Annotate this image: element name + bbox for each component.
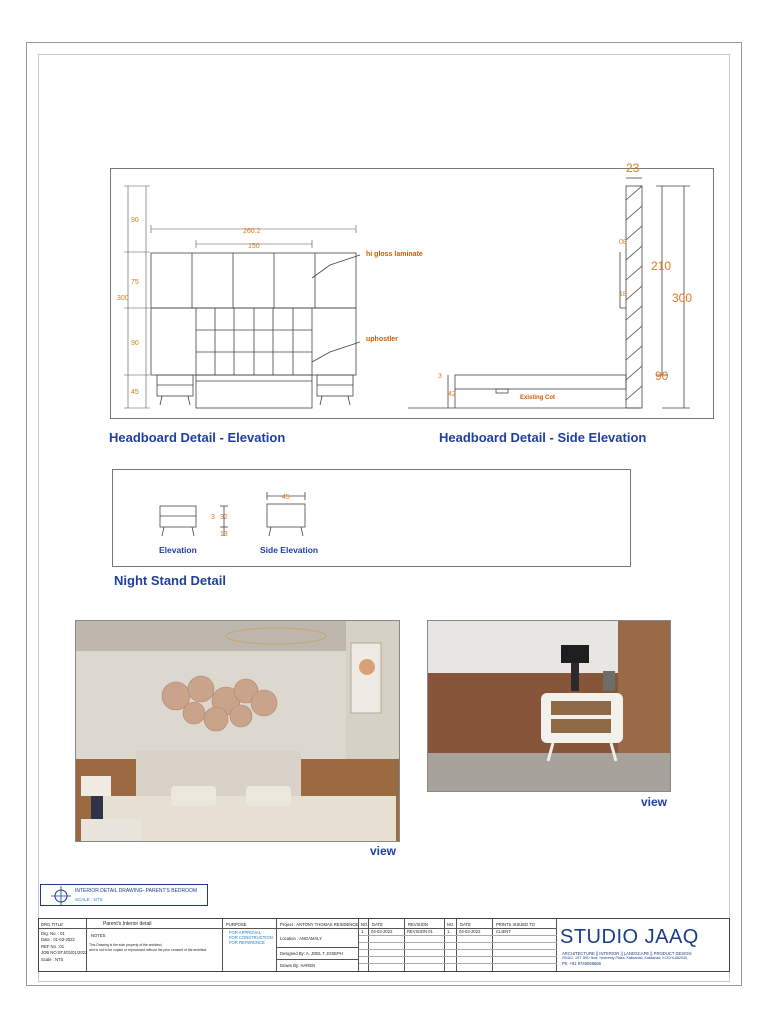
dim-w-inner: 150 [248,243,260,250]
side-dim-cot-top: 3 [438,373,442,380]
ns-dim-b: 32 [220,514,228,521]
drawing-title-strip [40,884,208,906]
dim-h-base: 45 [131,389,139,396]
drg-title-label: DRG.TITLE [41,922,63,927]
drg-job: JOB NO:STJ/01/01/2022 [41,950,88,955]
dim-h-total: 300 [117,295,129,302]
ns-dim-w: 45 [282,494,290,501]
drg-no: Drg. No. : 01 [41,931,65,936]
purpose-label: PURPOSE [226,922,247,927]
revision-row-revision: REVISION 01 [407,929,433,934]
drawn-by: Drawn By: HAREN [280,963,316,968]
side-dim-d1: 08 [619,239,627,246]
drg-scale: Scale : NTS [41,957,64,962]
purpose-reference: FOR REFERENCE [229,940,265,945]
drg-date: Date : 01-03-2022 [41,937,75,942]
studio-logo-name: STUDIO JAAQ [560,926,699,948]
project-location: Location : ANGAMALY [280,936,323,941]
project-name: Project : ANTONY THOMAS RESIDENCE [280,922,359,927]
nightstand-detail-caption: Night Stand Detail [114,573,226,588]
side-dim-d2: 18 [619,291,627,298]
issued-header-date: DATE [460,922,471,927]
side-dim-thickness: 23 [626,161,640,175]
side-dim-total: 300 [672,291,693,305]
nightstand-elevation-label: Elevation [159,545,197,555]
studio-phone: Ph: +91 9745066666 [562,961,602,966]
issued-header-no: NO. [447,922,455,927]
dim-w-total: 260.2 [243,228,261,235]
dim-h-low: 90 [131,340,139,347]
revision-header-revision: REVISION [408,922,429,927]
side-dim-cot-height: 42 [448,391,456,398]
nightstand-render-photo [427,620,671,792]
bedroom-render-photo [75,620,400,842]
callout-hi-gloss-laminate: hi gloss laminate [366,251,423,258]
callout-upholster: uphostler [366,336,398,343]
issued-row-no: 1. [447,929,451,934]
side-dim-upper: 210 [651,259,672,273]
nightstand-side-elevation-label: Side Elevation [260,545,319,555]
side-dim-lower: 90 [655,369,669,383]
headboard-elevation-caption: Headboard Detail - Elevation [109,430,286,445]
studio-services: ARCHITECTURE || INTERIOR || LANDSCAPE || PRODUCT DESIGN [562,951,692,956]
issued-header-to: PRINTS ISSUED TO [496,922,535,927]
revision-header-date: DATE [372,922,383,927]
view-label-left: view [370,844,397,858]
ns-dim-c: 13 [220,531,228,538]
revision-row-no: 1. [361,929,365,934]
purpose-construction: FOR CONSTRUCTION [229,935,273,940]
headboard-side-elevation-caption: Headboard Detail - Side Elevation [439,430,647,445]
purpose-approval: FOR APPROVAL [229,930,262,935]
dim-h-top: 90 [131,217,139,224]
designed-by: Designed By: A. JOEL T JOSEPH [280,951,343,956]
studio-address: 29/401, 1ST 3RD floor, Heavenly Plaza, Kakkanad, Kakkanad, KOCHI-682030, [562,956,688,960]
drg-ref: REF No. :01 [41,944,65,949]
notes-label: NOTES [91,933,106,938]
issued-row-date: 04-03-2022 [459,929,481,934]
drawing-title-line2: SCALE : NTS [75,897,103,902]
view-label-right: view [641,795,668,809]
drawing-title-target-icon [51,886,71,906]
ns-dim-a: 3 [211,514,215,521]
notes-line-1: This Drawing is the sole property of the architect, [89,943,163,947]
drawing-title-line1: INTERIOR DETAIL DRAWING- PARENT'S BEDROOM [75,888,198,894]
existing-cot-label: Existing Cot [520,395,556,401]
issued-row-to: CLIENT [496,929,511,934]
dim-h-mid: 75 [131,279,139,286]
notes-line-2: and is not to be copied or reproduced without the prior consent of the architect. [89,948,208,952]
drg-title-value: Parent's Interior detail [103,921,152,927]
revision-row-date: 04-03-2022 [371,929,393,934]
revision-header-no: NO. [361,922,369,927]
